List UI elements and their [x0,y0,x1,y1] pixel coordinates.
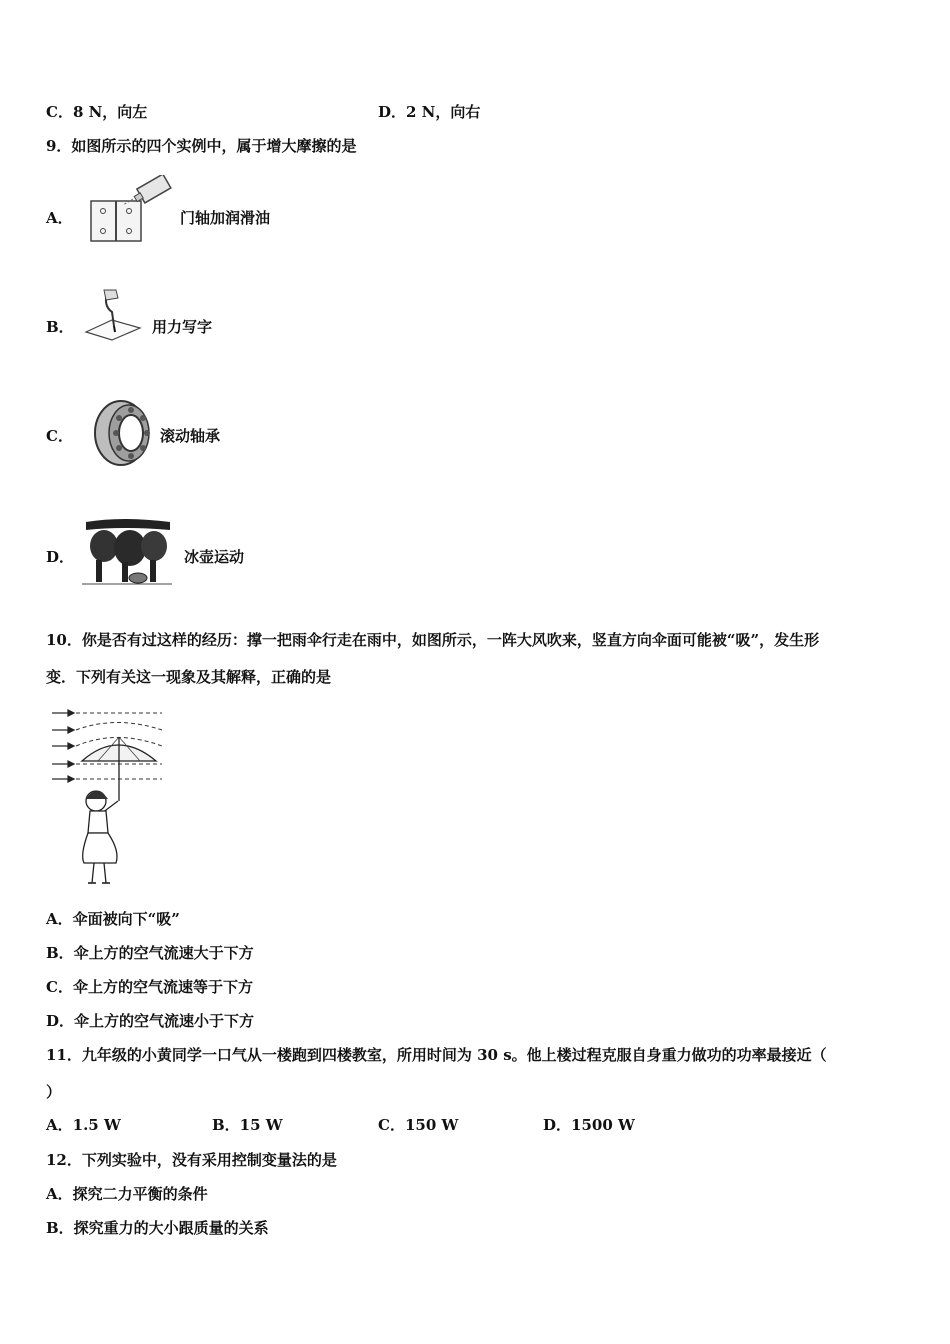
q10-option-c: C．伞上方的空气流速等于下方 [46,978,253,996]
q9-option-b-label: B． [46,318,74,336]
q10-option-d: D．伞上方的空气流速小于下方 [46,1012,255,1030]
hand-writing-figure [82,286,144,342]
q8-option-d: D．2 N，向右 [378,103,481,121]
q9-option-b-text: 用力写字 [152,318,213,336]
q11-option-b: B．15 W [212,1116,283,1134]
q10-option-a: A．伞面被向下“吸” [46,910,180,928]
q12-option-b: B．探究重力的大小跟质量的关系 [46,1219,269,1237]
q11-option-d: D．1500 W [543,1116,635,1134]
q10-stem-line-1: 10．你是否有过这样的经历：撑一把雨伞行走在雨中，如图所示，一阵大风吹来，竖直方向伞面可能被“吸”，发生形 [46,631,820,649]
q10-stem-line-2: 变．下列有关这一现象及其解释，正确的是 [46,668,332,686]
curling-figure [82,516,172,586]
door-hinge-oil-figure [83,175,175,243]
q12-stem: 12．下列实验中，没有采用控制变量法的是 [46,1151,337,1169]
q9-stem: 9．如图所示的四个实例中，属于增大摩擦的是 [46,137,357,155]
q12-option-a: A．探究二力平衡的条件 [46,1185,208,1203]
q11-stem-line-2: ） [46,1083,62,1101]
q10-option-b: B．伞上方的空气流速大于下方 [46,944,254,962]
q9-option-c-label: C． [46,427,73,445]
q11-stem-line-1: 11．九年级的小黄同学一口气从一楼跑到四楼教室，所用时间为 30 s。他上楼过程克服自身重力做功的功率最接近（ [46,1046,827,1064]
umbrella-girl-figure [50,703,175,888]
q9-option-c-text: 滚动轴承 [160,427,221,445]
q8-option-c: C．8 N，向左 [46,103,148,121]
q9-option-a-label: A． [46,209,73,227]
q11-option-c: C．150 W [378,1116,459,1134]
q9-option-d-text: 冰壶运动 [184,548,245,566]
q9-option-d-label: D． [46,548,75,566]
q11-option-a: A．1.5 W [46,1116,121,1134]
ball-bearing-figure [91,398,157,468]
q9-option-a-text: 门轴加润滑油 [180,209,271,227]
